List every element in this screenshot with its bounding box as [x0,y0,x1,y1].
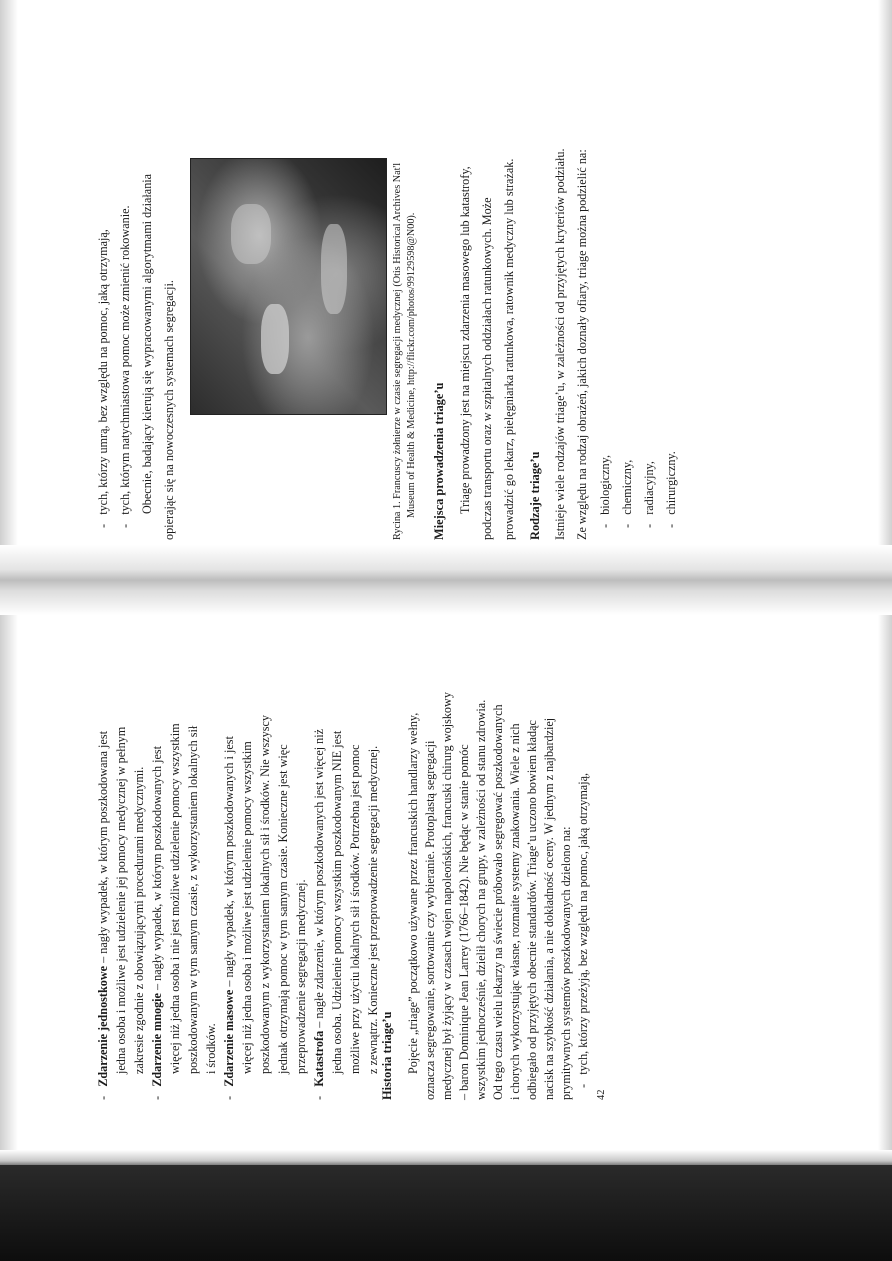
scanner-background [0,1165,892,1261]
list-item: - biologiczny, [598,455,612,528]
paragraph-line: prowadzić go lekarz, pielęgniarka ratunkowa, ratownik medyczny lub strażak. [502,158,516,540]
page-42 [90,580,830,1100]
paragraph-line: prymitywnych systemów poszkodowanych dzielono na: [559,826,573,1100]
list-item: - tych, którzy umrą, bez względu na pomoc, jaką otrzymają, [96,229,110,528]
list-item: - radiacyjny, [642,461,656,528]
list-item: - chemiczny, [620,459,634,528]
definition-line [366,746,380,1074]
definition-text: – nagłe zdarzenie, w którym poszkodowanych jest więcej niż [312,728,326,1031]
definition-line: - Zdarzenie mnogie – nagły wypadek, w którym poszkodowanych jest [150,745,164,1100]
definition-line [258,715,272,1074]
paragraph-line: Pojęcie „triage” początkowo używane przez francuskich handlarzy wełny, [406,712,420,1074]
definition-text: więcej niż jedna osoba i nie jest możliwe udzielenie pomocy wszystkim [168,723,182,1074]
paragraph-line: Od tego czasu wielu lekarzy na świecie próbowało segregować poszkodowanych [491,704,505,1100]
definition-text: zakresie zgodnie z obowiązującymi procedurami medycznymi. [132,766,146,1074]
paragraph-line: Triage prowadzony jest na miejscu zdarzenia masowego lub katastrofy, [458,166,472,514]
definition-line [348,744,362,1074]
list-item: - tych, którym natychmiastowa pomoc może zmienić rokowanie. [118,205,132,528]
definition-text: przeprowadzenie segregacji medycznej. [294,879,308,1074]
paragraph-line: Istnieje wiele rodzajów triage’u, w zależności od przyjętych kryteriów podziału. [553,148,567,540]
type-chemical: chemiczny, [620,459,634,515]
page-number-left: 42 [596,1089,607,1100]
definition-text: – nagły wypadek, w którym poszkodowanych i jest [222,736,236,990]
definition-text: możliwe przy użyciu lokalnych sił i środków. Potrzebna jest pomoc [348,744,362,1074]
definition-line [168,723,182,1074]
page-edge-shadow-right [878,0,892,1261]
definition-term: Zdarzenie mnogie [150,993,164,1087]
definition-text: i środków. [204,1023,218,1074]
figure-caption: Museum of Health & Medicine, http://flickr.com/photos/99129598@N00). [406,212,417,518]
definition-text: – nagły wypadek, w którym poszkodowanych jest [150,745,164,994]
type-biological: biologiczny, [598,455,612,515]
section-title-places: Miejsca prowadzenia triage’u [432,382,446,540]
section-title-types: Rodzaje triage’u [528,451,542,540]
definition-text: jedna osoba. Udzielenie pomocy wszystkim poszkodowanym NIE jest [330,730,344,1074]
paragraph-line: i chorych wykorzystując własne, rozmaite systemy znakowania. Wiele z nich [508,723,522,1100]
definition-line [132,767,146,1074]
definition-line [114,727,128,1074]
definition-term: Katastrofa [312,1030,326,1087]
paragraph-line: oznacza segregowanie, sortowanie czy wybieranie. Protoplastą segregacji [423,740,437,1100]
bullet-survivors: tych, którzy przeżyją, bez względu na pomoc, jaką otrzymają, [576,772,590,1075]
list-item: - chirurgiczny. [664,451,678,528]
bullet-immediate: tych, którym natychmiastowa pomoc może zmienić rokowanie. [118,205,132,515]
paragraph-line: medycznej był żyjący w czasach wojen napoleońskich, francuski chirurg wojskowy [440,692,454,1100]
definition-line [186,726,200,1074]
paragraph-line: – baron Dominique Jean Larrey (1766–1842). Nie będąc w stanie pomóc [457,744,471,1100]
type-radiation: radiacyjny, [642,461,656,515]
definition-line [294,879,308,1074]
bullet-die: tych, którzy umrą, bez względu na pomoc, jaką otrzymają, [96,229,110,515]
definition-line: - Zdarzenie masowe – nagły wypadek, w którym poszkodowanych i jest [222,736,236,1100]
figure-caption: Rycina 1. Francuscy żołnierze w czasie segregacji medycznej (Otis Historical Archives Nat'l [392,162,403,540]
paragraph-line: Ze względu na rodzaj obrażeń, jakich doznały ofiary, triage można podzielić na: [575,149,589,540]
definition-text: jednak otrzymają pomoc w tym samym czasie. Konieczne jest więc [276,744,290,1074]
paragraph-line: odbiegało od przyjętych obecnie standardów. Triage’u uczono bowiem kładąc [525,720,539,1100]
definition-text: poszkodowanym w tym samym czasie, z wykorzystaniem lokalnych sił [186,725,200,1074]
definition-text: – nagły wypadek, w którym poszkodowana jest [96,731,110,966]
definition-term: Zdarzenie masowe [222,989,236,1087]
definition-text: więcej niż jedna osoba i możliwe jest udzielenie pomocy wszystkim [240,741,254,1074]
definition-text: z zewnątrz. Konieczne jest przeprowadzenie segregacji medycznej. [366,745,380,1074]
section-title-history: Historia triage’u [380,1011,394,1100]
definition-text: poszkodowanym z wykorzystaniem lokalnych sił i środków. Nie wszyscy [258,714,272,1074]
paragraph-line: wszystkim jednocześnie, dzielił chorych na grupy, w zależności od stanu zdrowia. [474,699,488,1100]
paragraph-line: podczas transportu oraz w szpitalnych oddziałach ratunkowych. Może [480,197,494,540]
list-item: - tych, którzy przeżyją, bez względu na pomoc, jaką otrzymają, [576,772,590,1088]
paragraph-line: Obecnie, badający kierują się wypracowanymi algorytmami działania [140,173,154,514]
definition-line [240,741,254,1074]
definition-term: Zdarzenie jednostkowe [96,965,110,1087]
definition-line: - Zdarzenie jednostkowe – nagły wypadek, w którym poszkodowana jest [96,731,110,1100]
paragraph-line: nacisk na szybkość działania, a nie dokładność oceny. W jednym z najbardziej [542,717,556,1100]
type-surgical: chirurgiczny. [664,451,678,515]
definition-text: jedna osoba i możliwe jest udzielenie jej pomocy medycznej w pełnym [114,726,128,1074]
page-43 [90,70,830,540]
page-edge-shadow [0,0,18,1261]
definition-line [330,731,344,1074]
figure-photo-soldiers [190,158,387,415]
definition-line [276,744,290,1074]
paragraph-line: opierając się na nowoczesnych systemach segregacji. [162,280,176,540]
definition-line: - Katastrofa – nagłe zdarzenie, w którym poszkodowanych jest więcej niż [312,728,326,1100]
definition-line [204,1023,218,1074]
